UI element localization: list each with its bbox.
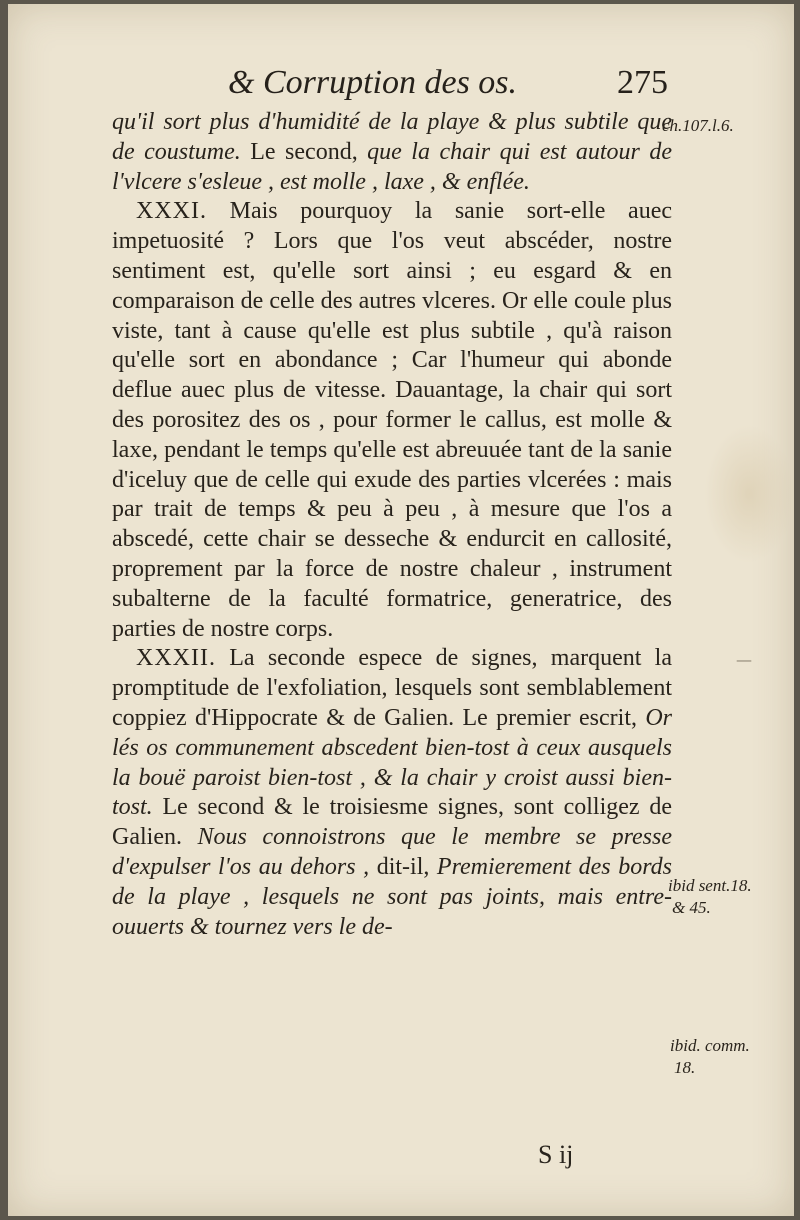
- body-text-span: Mais pourquoy la sanie sort-elle auec impetuosité ? Lors que l'os veut abscéder, nostre sentiment est, qu'elle sort ainsi ; eu esgard & en comparaison de celle des autres vlceres. Or elle coule plus viste, tant à cause qu'elle est plus subtile , qu'à raison qu'elle sort en abondance ; Car l'humeur qui abonde deflue auec plus de vitesse. Dauantage, la chair qui sort des porositez des os , pour former le callus, est molle & laxe, pendant le temps qu'elle est abreuuée tant de la sanie d'iceluy que de celle qui exude des parties vlcerées : mais par trait de temps & peu à peu , à mesure que l'os a abscedé, cette chair se desseche & endurcit en callosité, proprement par la force de nostre chaleur , instrument subalterne de la faculté formatrice, generatrice, des parties de nostre corps.: [112, 198, 672, 642]
- margin-note-3a: ibid. comm.: [670, 1036, 750, 1055]
- quote-italic: Or lés os communement abscedent bien-tost à ceux ausquels la bouë paroist bien-tost , & la chair y croist aussi bien-tost.: [112, 704, 672, 821]
- body-text: [112, 108, 672, 942]
- body-text-span: Le second & le troisiesme signes, sont colligez de Galien.: [112, 794, 672, 851]
- margin-mark: —: [736, 650, 752, 669]
- quote-italic: que la chair qui est autour de l'vlcere s'esleue , est molle , laxe , & enflée.: [112, 138, 672, 195]
- margin-note-2b: & 45.: [672, 898, 711, 917]
- quote-italic: Nous connoistrons que le membre se presse d'expulser l'os au dehors ,: [112, 824, 672, 880]
- continuation-paragraph: [112, 108, 672, 197]
- body-text-span: dit-il,: [369, 853, 437, 880]
- paragraph-xxxi: [112, 197, 672, 644]
- page-number: 275: [617, 64, 668, 101]
- paragraph-xxxii: [112, 644, 672, 942]
- book-page: [8, 4, 794, 1216]
- paragraph-number: XXXI.: [136, 198, 207, 225]
- paragraph-number: XXXII.: [136, 645, 216, 672]
- margin-note-2a: ibid sent.18.: [668, 876, 752, 895]
- body-text-span: Le second,: [240, 138, 368, 165]
- paper-stain: [704, 424, 794, 564]
- quote-italic: qu'il sort plus d'humidité de la playe & plus subtile que de coustume.: [112, 109, 672, 165]
- running-header: [228, 64, 668, 108]
- body-text-span: La seconde espece de signes, marquent la promptitude de l'exfoliation, lesquels sont semblablement coppiez d'Hippocrate & de Galien. Le premier escrit,: [112, 645, 672, 731]
- signature-mark: S ij: [538, 1140, 574, 1169]
- running-title: & Corruption des os.: [228, 64, 518, 101]
- margin-note-3b: 18.: [674, 1058, 696, 1077]
- quote-italic: Premierement des bords de la playe , lesquels ne sont pas joints, mais entre-ouuerts & tournez vers le de-: [112, 853, 672, 940]
- margin-note-1: ch.107.l.6.: [662, 116, 734, 135]
